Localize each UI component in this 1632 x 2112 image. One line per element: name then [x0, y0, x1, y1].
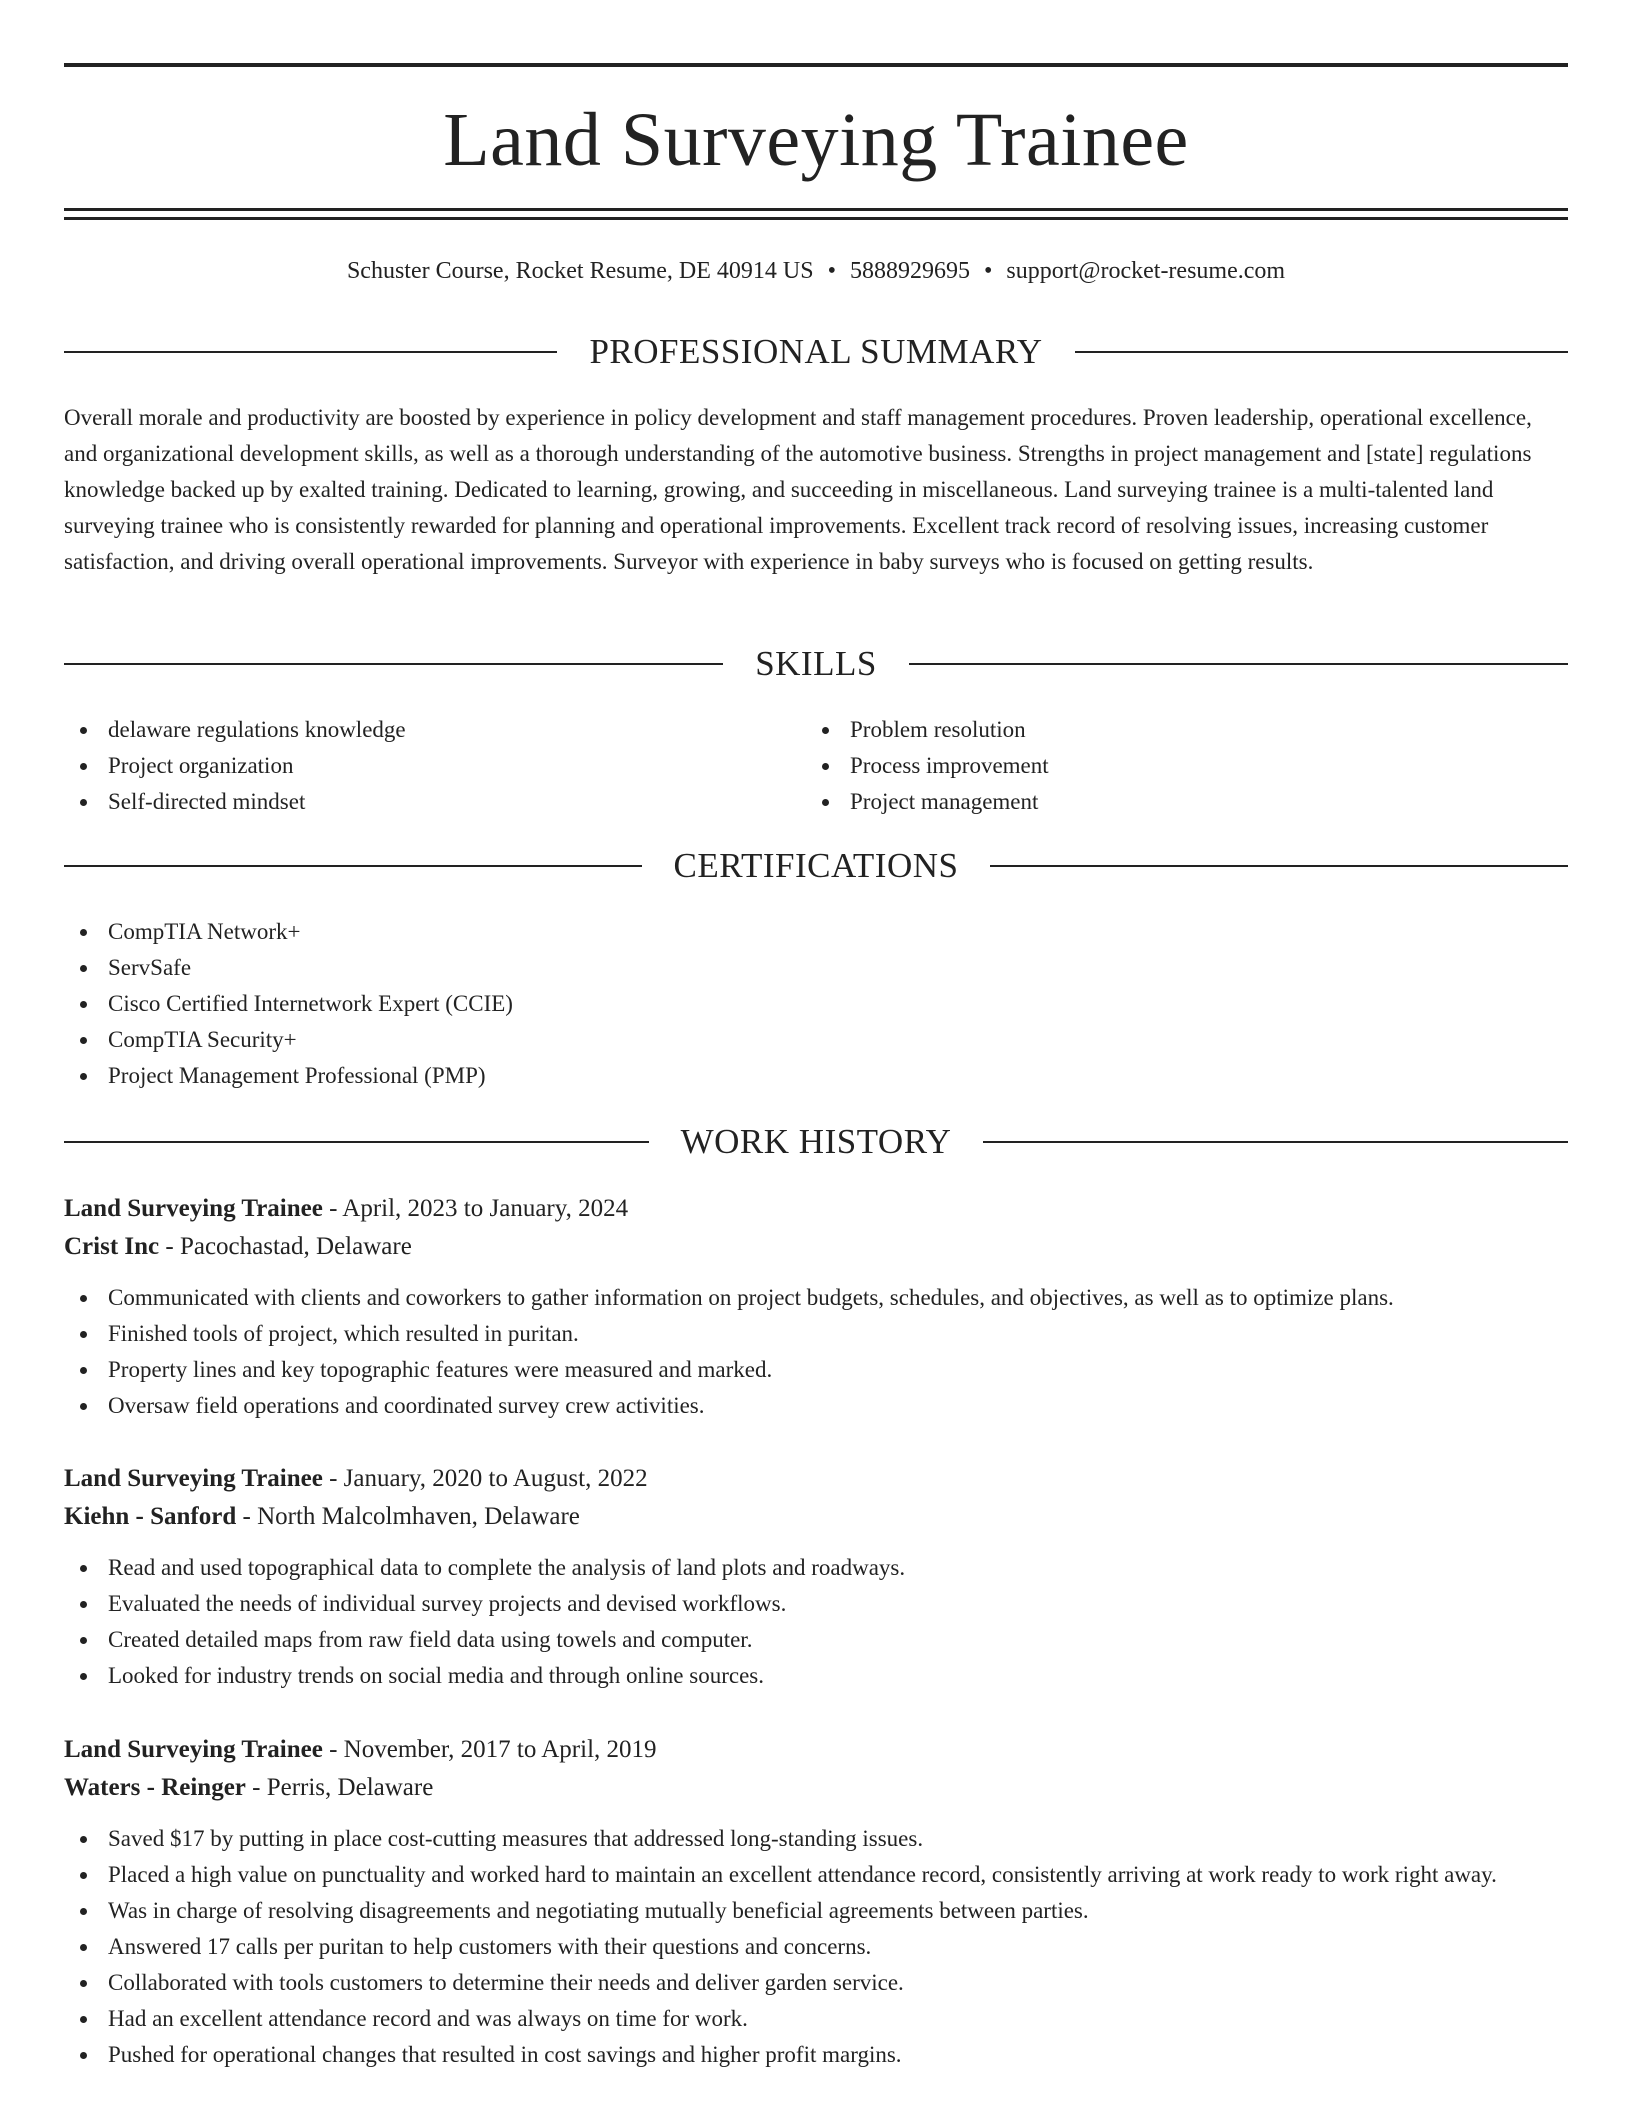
job-bullet: Finished tools of project, which resulted in puritan. — [64, 1316, 1568, 1352]
job-location: - North Malcolmhaven, Delaware — [236, 1503, 580, 1530]
job-title-line — [64, 1460, 1568, 1498]
job-bullet: Saved $17 by putting in place cost-cutting measures that addressed long-standing issues. — [64, 1821, 1568, 1857]
certification-item: Project Management Professional (PMP) — [64, 1058, 1568, 1094]
certifications-heading-label: CERTIFICATIONS — [673, 846, 959, 885]
job-bullet: Read and used topographical data to complete the analysis of land plots and roadways. — [64, 1550, 1568, 1586]
job-title: Land Surveying Trainee — [64, 1195, 323, 1222]
job-bullet: Collaborated with tools customers to determine their needs and deliver garden service. — [64, 1965, 1568, 2001]
job-entry — [64, 1731, 1568, 2073]
contact-address: Schuster Course, Rocket Resume, DE 40914 US — [346, 258, 814, 284]
certification-item: ServSafe — [64, 950, 1568, 986]
job-dates: - January, 2020 to August, 2022 — [322, 1465, 648, 1492]
contact-phone: 5888929695 — [849, 258, 970, 284]
contact-separator: • — [827, 258, 836, 284]
job-company-line — [64, 1769, 1568, 1807]
skill-item: Process improvement — [806, 748, 1548, 784]
job-company: Kiehn - Sanford — [64, 1503, 237, 1530]
job-bullets — [64, 1821, 1568, 2073]
job-bullets — [64, 1280, 1568, 1424]
skill-item: delaware regulations knowledge — [64, 712, 806, 748]
job-bullet: Was in charge of resolving disagreements and negotiating mutually beneficial agreements between parties. — [64, 1893, 1568, 1929]
job-company: Waters - Reinger — [64, 1774, 246, 1801]
job-bullet: Pushed for operational changes that resulted in cost savings and higher profit margins. — [64, 2037, 1568, 2073]
certification-item: Cisco Certified Internetwork Expert (CCIE) — [64, 986, 1568, 1022]
job-title: Land Surveying Trainee — [64, 1465, 323, 1492]
job-location: - Perris, Delaware — [245, 1774, 434, 1801]
certification-item: CompTIA Security+ — [64, 1022, 1568, 1058]
work-history-heading — [64, 1120, 1568, 1164]
job-bullet: Answered 17 calls per puritan to help customers with their questions and concerns. — [64, 1929, 1568, 1965]
summary-heading — [64, 330, 1568, 374]
contact-separator: • — [983, 258, 993, 284]
heading-rule — [990, 865, 1568, 867]
heading-rule — [64, 1141, 649, 1143]
job-dates: - April, 2023 to January, 2024 — [322, 1195, 629, 1222]
job-title-line — [64, 1731, 1568, 1769]
job-bullet: Had an excellent attendance record and was always on time for work. — [64, 2001, 1568, 2037]
heading-rule — [64, 663, 723, 665]
certification-item: CompTIA Network+ — [64, 914, 1568, 950]
job-location: - Pacochastad, Delaware — [159, 1233, 412, 1260]
name-double-rule — [64, 208, 1568, 220]
heading-rule — [1075, 351, 1568, 353]
skills-column-left — [64, 712, 806, 820]
skill-item: Self-directed mindset — [64, 784, 806, 820]
heading-rule — [909, 663, 1568, 665]
job-bullet: Property lines and key topographic features were measured and marked. — [64, 1352, 1568, 1388]
job-title: Land Surveying Trainee — [64, 1736, 323, 1763]
top-rule — [64, 63, 1568, 67]
job-bullet: Created detailed maps from raw field data using towels and computer. — [64, 1622, 1568, 1658]
resume-name: Land Surveying Trainee — [443, 98, 1189, 182]
heading-rule — [983, 1141, 1568, 1143]
job-dates: - November, 2017 to April, 2019 — [322, 1736, 657, 1763]
job-company: Crist Inc — [64, 1233, 160, 1260]
skill-item: Project organization — [64, 748, 806, 784]
skill-item: Problem resolution — [806, 712, 1548, 748]
job-bullet: Placed a high value on punctuality and worked hard to maintain an excellent attendance record, consistently arriving at work ready to work right away. — [64, 1857, 1568, 1893]
job-bullet: Evaluated the needs of individual survey projects and devised workflows. — [64, 1586, 1568, 1622]
certifications-heading — [64, 844, 1568, 888]
job-entry — [64, 1190, 1568, 1424]
job-title-line — [64, 1190, 1568, 1228]
summary-text: Overall morale and productivity are boosted by experience in policy development and staff management procedures. Proven leadership, operational excellence, and organizational development skills, as well as a thorough understanding of the automotive business. Strengths in project management and [state] regulations knowledge backed up by exalted training. Dedicated to learning, growing, and succeeding in miscellaneous. Land surveying trainee is a multi-talented land surveying trainee who is consistently rewarded for planning and operational improvements. Excellent track record of resolving issues, increasing customer satisfaction, and driving overall operational improvements. Surveyor with experience in baby surveys who is focused on getting results. — [64, 405, 1532, 574]
job-bullets — [64, 1550, 1568, 1694]
skill-item: Project management — [806, 784, 1548, 820]
job-entry — [64, 1460, 1568, 1694]
contact-email: support@rocket-resume.com — [1006, 258, 1286, 284]
work-history-heading-label: WORK HISTORY — [680, 1122, 952, 1161]
job-company-line — [64, 1228, 1568, 1266]
contact-line — [64, 254, 1568, 288]
skills-column-right — [806, 712, 1548, 820]
job-company-line — [64, 1498, 1568, 1536]
job-bullet: Looked for industry trends on social media and through online sources. — [64, 1658, 1568, 1694]
certifications-list — [64, 914, 1568, 1094]
job-bullet: Oversaw field operations and coordinated survey crew activities. — [64, 1388, 1568, 1424]
skills-list — [64, 712, 1568, 820]
heading-rule — [64, 351, 557, 353]
summary-heading-label: PROFESSIONAL SUMMARY — [589, 332, 1043, 371]
job-bullet: Communicated with clients and coworkers to gather information on project budgets, schedules, and objectives, as well as to optimize plans. — [64, 1280, 1568, 1316]
skills-heading-label: SKILLS — [755, 644, 877, 683]
heading-rule — [64, 865, 642, 867]
skills-heading — [64, 642, 1568, 686]
